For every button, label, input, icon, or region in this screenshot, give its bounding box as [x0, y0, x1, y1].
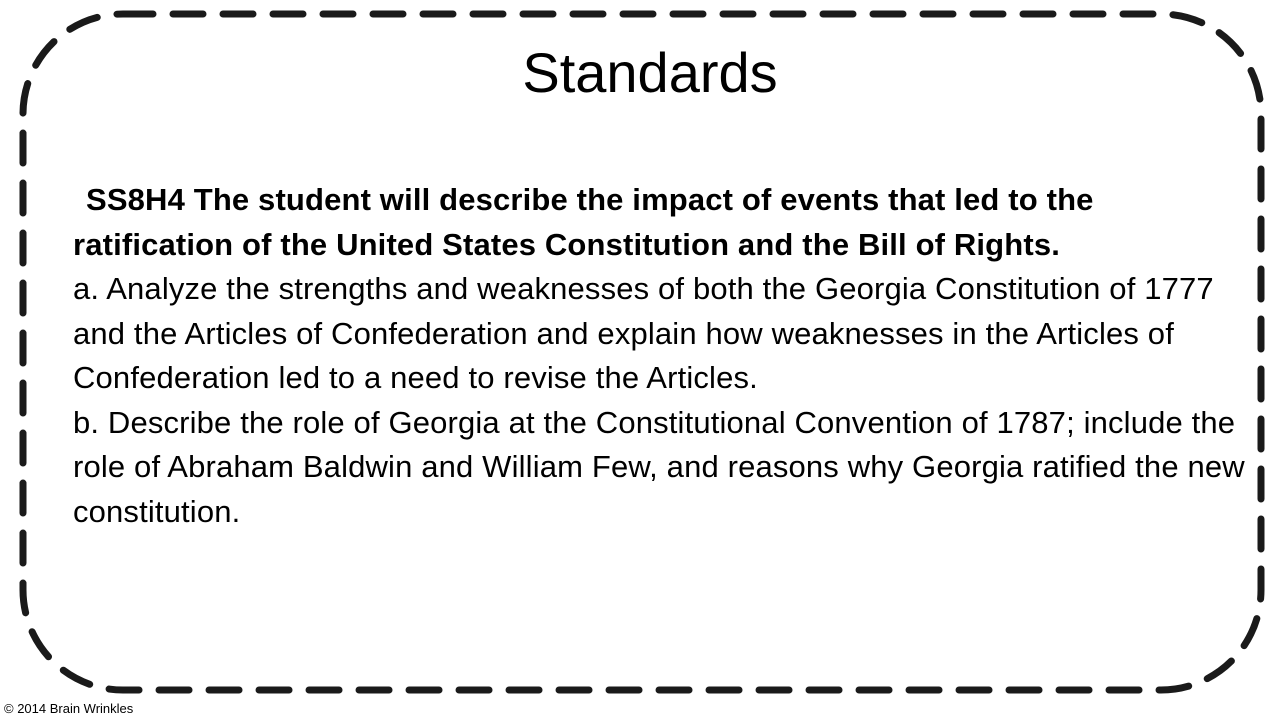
standard-heading: SS8H4 The student will describe the impact of events that led to the ratification of the United States Constitution and the Bill of Rights. [73, 182, 1094, 262]
standards-body [73, 178, 1248, 534]
copyright-notice: © 2014 Brain Wrinkles [4, 701, 134, 716]
slide-title: Standards [522, 41, 778, 104]
standard-item-b: b. Describe the role of Georgia at the Constitutional Convention of 1787; include the role of Abraham Baldwin and William Few, and reasons why Georgia ratified the new constitution. [73, 404, 1245, 529]
standard-item-a: a. Analyze the strengths and weaknesses of both the Georgia Constitution of 1777 and the Articles of Confederation and explain how weaknesses in the Articles of Confederation led to a need to revise the Articles. [73, 271, 1214, 395]
